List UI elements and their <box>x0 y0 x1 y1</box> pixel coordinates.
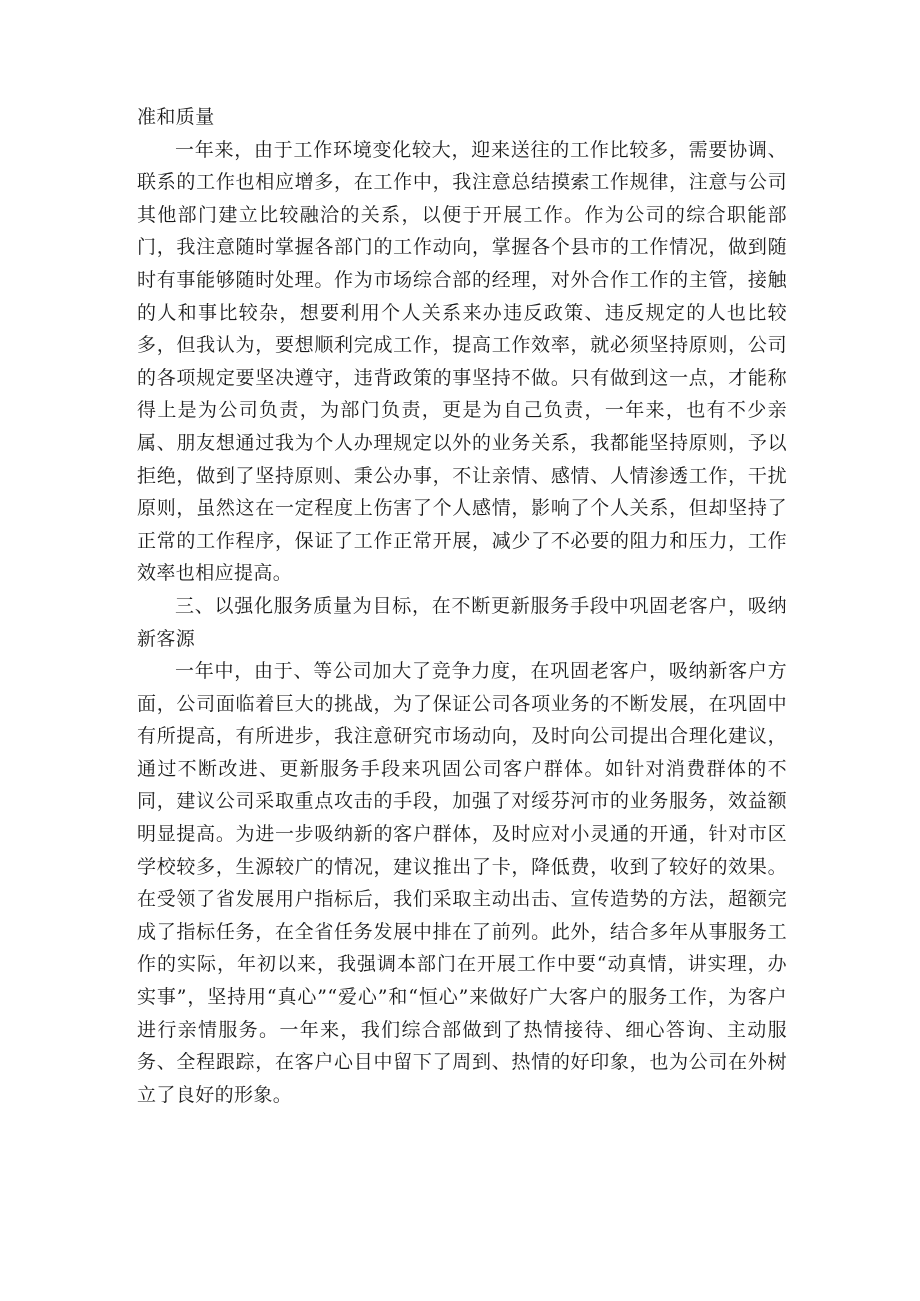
section-heading-service-quality: 三、以强化服务质量为目标，在不断更新服务手段中巩固老客户，吸纳新客源 <box>137 594 787 650</box>
paragraph-customer-service: 一年中，由于、等公司加大了竞争力度，在巩固老客户，吸纳新客户方面，公司面临着巨大的挑战，为了保证公司各项业务的不断发展，在巩固中有所提高，有所进步，我注意研究市场动向，及时向公司提出合理化建议，通过不断改进、更新服务手段来巩固公司客户群体。如针对消费群体的不同，建议公司采取重点攻击的手段，加强了对绥芬河市的业务服务，效益额明显提高。为进一步吸纳新的客户群体，及时应对小灵通的开通，针对市区学校较多，生源较广的情况，建议推出了卡，降低费，收到了较好的效果。在受领了省发展用户指标后，我们采取主动出击、宣传造势的方法，超额完成了指标任务，在全省任务发展中排在了前列。此外，结合多年从事服务工作的实际，年初以来，我强调本部门在开展工作中要“动真情，讲实理，办实事”，坚持用“真心”“爱心”和“恒心”来做好广大客户的服务工作，为客户进行亲情服务。一年来，我们综合部做到了热情接待、细心答询、主动服务、全程跟踪，在客户心目中留下了周到、热情的好印象，也为公司在外树立了良好的形象。 <box>137 660 787 1106</box>
document-body <box>137 101 787 1111</box>
paragraph-coordination-principles: 一年来，由于工作环境变化较大，迎来送往的工作比较多，需要协调、联系的工作也相应增多，在工作中，我注意总结摸索工作规律，注意与公司其他部门建立比较融洽的关系，以便于开展工作。作为公司的综合职能部门，我注意随时掌握各部门的工作动向，掌握各个县市的工作情况，做到随时有事能够随时处理。作为市场综合部的经理，对外合作工作的主管，接触的人和事比较杂，想要利用个人关系来办违反政策、违反规定的人也比较多，但我认为，要想顺利完成工作，提高工作效率，就必须坚持原则，公司的各项规定要坚决遵守，违背政策的事坚持不做。只有做到这一点，才能称得上是为公司负责，为部门负责，更是为自己负责，一年来，也有不少亲属、朋友想通过我为个人办理规定以外的业务关系，我都能坚持原则，予以拒绝，做到了坚持原则、秉公办事，不让亲情、感情、人情渗透工作，干扰原则，虽然这在一定程度上伤害了个人感情，影响了个人关系，但却坚持了正常的工作程序，保证了工作正常开展，减少了不必要的阻力和压力，工作效率也相应提高。 <box>137 138 787 585</box>
paragraph-fragment-quality: 准和质量 <box>137 106 215 128</box>
